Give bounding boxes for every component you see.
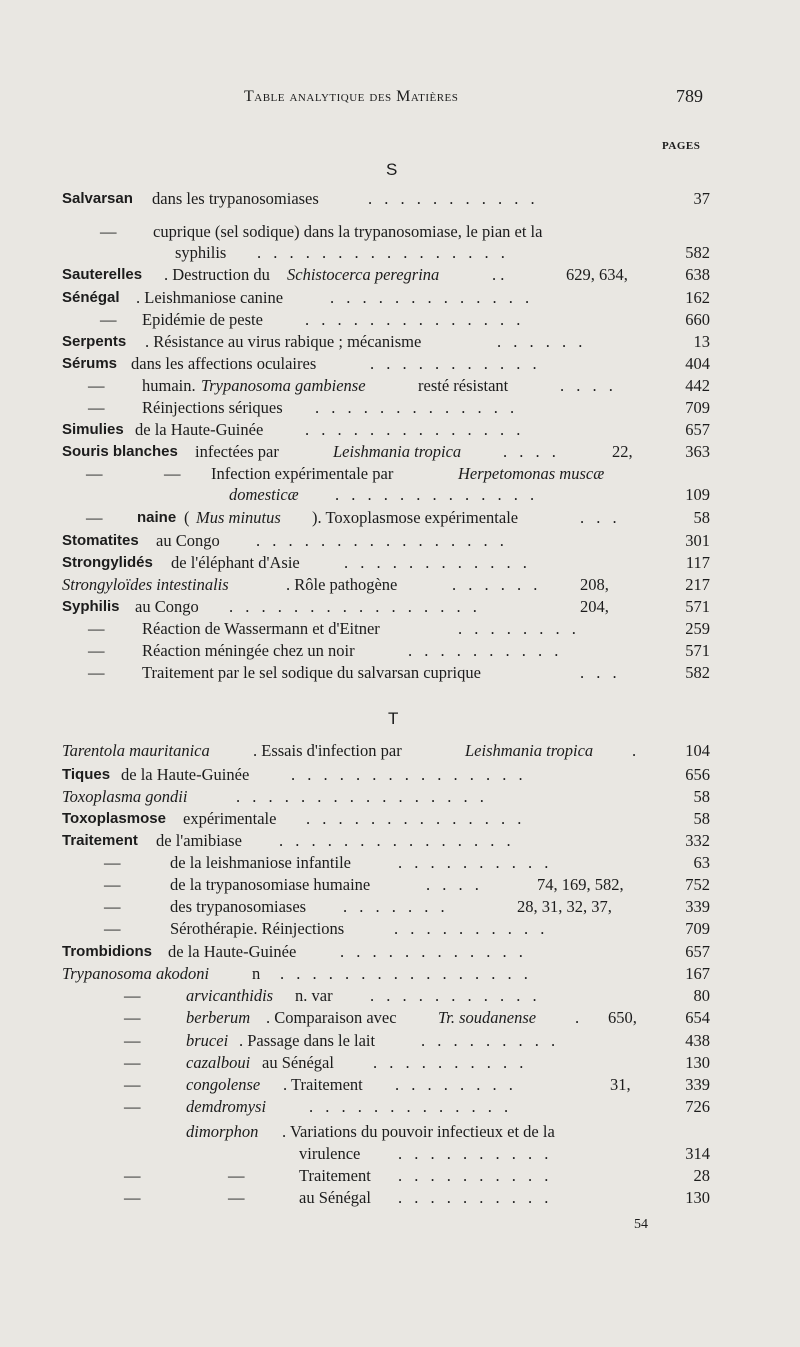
entry-italic-term: Trypanosoma gambiense <box>201 376 366 395</box>
entry-text: — <box>124 1075 141 1094</box>
section-letter-s: S <box>386 160 398 179</box>
entry-text: Epidémie de peste <box>142 310 263 329</box>
index-entry <box>0 918 800 940</box>
entry-term: Simulies <box>62 421 124 438</box>
entry-italic-term: Tarentola mauritanica <box>62 741 210 760</box>
dot-leader: . . . . . . . . . . . <box>368 189 539 208</box>
page-reference: 571 <box>685 597 710 616</box>
entry-text: — <box>124 1053 141 1072</box>
entry-text: de l'éléphant d'Asie <box>171 553 300 572</box>
entry-text: — <box>104 875 121 894</box>
index-entry <box>0 242 800 264</box>
page-reference: 656 <box>685 765 710 784</box>
entry-text: — <box>86 464 103 483</box>
entry-italic-term: Toxoplasma gondii <box>62 787 188 806</box>
page-reference: 752 <box>685 875 710 894</box>
index-entry <box>0 830 800 852</box>
page-reference: 438 <box>685 1031 710 1050</box>
entry-text: expérimentale <box>183 809 277 828</box>
page-reference: 582 <box>685 663 710 682</box>
entry-italic-term: congolense <box>186 1075 261 1094</box>
index-entry <box>0 221 800 243</box>
entry-text: de la Haute-Guinée <box>168 942 297 961</box>
index-entry <box>0 441 800 463</box>
page-reference: 130 <box>685 1188 710 1207</box>
entry-text: . Résistance au virus rabique ; mécanisme <box>145 332 422 351</box>
page-reference: 130 <box>685 1053 710 1072</box>
page-reference: 726 <box>685 1097 710 1116</box>
entry-term: Sénégal <box>62 289 120 306</box>
dot-leader: . . . . . . . . . . . . . <box>335 485 539 504</box>
entry-italic-term: Schistocerca peregrina <box>287 265 440 284</box>
entry-text: de la Haute-Guinée <box>135 420 264 439</box>
index-entry <box>0 1030 800 1052</box>
page-reference: 314 <box>685 1144 710 1163</box>
dot-leader: . . . . . . . . . . <box>398 853 553 872</box>
entry-italic-term: dimorphon <box>186 1122 259 1141</box>
entry-text: dans les affections oculaires <box>131 354 317 373</box>
dot-leader: . . . . . . . . . . . . . . . . <box>280 964 532 983</box>
entry-text: 28, 31, 32, 37, <box>517 897 612 916</box>
dot-leader: . . . . . . . . . . . . . . . . <box>236 787 488 806</box>
index-entry <box>0 1052 800 1074</box>
entry-italic-term: Leishmania tropica <box>333 442 462 461</box>
entry-text: dans les trypanosomiases <box>152 189 319 208</box>
entry-text: — <box>124 986 141 1005</box>
dot-leader: . . . . . . . . . . . . . . <box>305 420 525 439</box>
page-reference: 363 <box>685 442 710 461</box>
entry-text: — <box>104 897 121 916</box>
index-entry <box>0 640 800 662</box>
dot-leader: . . . . . . . . <box>458 619 580 638</box>
page-reference: 404 <box>685 354 710 373</box>
index-entry <box>0 574 800 596</box>
entry-text: — <box>100 310 117 329</box>
index-entry <box>0 264 800 286</box>
page-reference: 582 <box>685 243 710 262</box>
page-reference: 709 <box>685 398 710 417</box>
index-entry <box>0 740 800 762</box>
page-reference: 442 <box>685 376 710 395</box>
index-entry <box>0 1096 800 1118</box>
entry-text: Infection expérimentale par <box>211 464 394 483</box>
entry-text: Traitement <box>299 1166 371 1185</box>
index-entry <box>0 941 800 963</box>
entry-text: — <box>124 1008 141 1027</box>
entry-text: — <box>124 1031 141 1050</box>
index-entry <box>0 331 800 353</box>
dot-leader: . . . . . . . <box>343 897 449 916</box>
entry-text: — <box>104 919 121 938</box>
page-reference: 58 <box>693 508 710 527</box>
entry-text: de la trypanosomiase humaine <box>170 875 371 894</box>
entry-text: — <box>100 222 117 241</box>
index-entry <box>0 808 800 830</box>
index-entry <box>0 1143 800 1165</box>
index-entry <box>0 1121 800 1143</box>
page-reference: 660 <box>685 310 710 329</box>
entry-text: virulence <box>299 1144 361 1163</box>
entry-term: Souris blanches <box>62 443 178 460</box>
index-entry <box>0 985 800 1007</box>
entry-text: — <box>86 508 103 527</box>
page-reference: 638 <box>685 265 710 284</box>
entry-italic-term: Trypanosoma akodoni <box>62 964 210 983</box>
entry-text: infectées par <box>195 442 279 461</box>
entry-text: Réaction de Wassermann et d'Eitner <box>142 619 380 638</box>
dot-leader: . . . . <box>426 875 483 894</box>
entry-term: Stomatites <box>62 532 139 549</box>
entry-text: — <box>228 1188 245 1207</box>
dot-leader: . . . . <box>560 376 617 395</box>
page-reference: 571 <box>685 641 710 660</box>
dot-leader: . . . . . . . . . . <box>398 1166 553 1185</box>
page-reference: 657 <box>685 942 710 961</box>
index-entry <box>0 596 800 618</box>
dot-leader: . . . . . . . . . . . . . . <box>306 809 526 828</box>
dot-leader: . . . . . . . . . . . . . . . <box>279 831 515 850</box>
entry-text: . Destruction du <box>164 265 270 284</box>
dot-leader: . . . . . . . . . . . . . . . . <box>229 597 481 616</box>
index-entry <box>0 662 800 684</box>
dot-leader: . . . . . . . . . . . <box>370 986 541 1005</box>
entry-text: . Passage dans le lait <box>239 1031 376 1050</box>
entry-text: 31, <box>610 1075 631 1094</box>
page-reference: 58 <box>693 809 710 828</box>
page-reference: 709 <box>685 919 710 938</box>
dot-leader: . . . . . . . . . . . . <box>344 553 531 572</box>
page-number: 789 <box>676 86 703 106</box>
dot-leader: . . . . . . . . . . . <box>370 354 541 373</box>
entry-italic-term: cazalboui <box>186 1053 251 1072</box>
entry-text: — <box>88 641 105 660</box>
entry-term: Toxoplasmose <box>62 810 166 827</box>
signature-mark: 54 <box>634 1217 648 1232</box>
dot-leader: . . . . . . . . . . . . . . . . <box>256 531 508 550</box>
entry-text: . Variations du pouvoir infectieux et de la <box>282 1122 555 1141</box>
page-reference: 339 <box>685 897 710 916</box>
entry-italic-term: Tr. soudanense <box>438 1008 537 1027</box>
entry-italic-term: demdromysi <box>186 1097 267 1116</box>
entry-term: Tiques <box>62 766 111 783</box>
page-reference: 654 <box>685 1008 710 1027</box>
entry-text: — <box>228 1166 245 1185</box>
entry-term: Serpents <box>62 333 127 350</box>
index-entry <box>0 852 800 874</box>
entry-text: humain. <box>142 376 196 395</box>
entry-text: . <box>632 741 637 760</box>
section-letter-t: T <box>388 709 399 728</box>
index-entry <box>0 309 800 331</box>
page-reference: 109 <box>685 485 710 504</box>
page-reference: 58 <box>693 787 710 806</box>
dot-leader: . . . . . . . . . <box>421 1031 560 1050</box>
index-entry <box>0 397 800 419</box>
entry-term: naine <box>137 509 177 526</box>
entry-text: . Rôle pathogène <box>286 575 398 594</box>
entry-italic-term: domesticæ <box>229 485 299 504</box>
index-entry <box>0 375 800 397</box>
entry-italic-term: brucei <box>186 1031 229 1050</box>
entry-text: de l'amibiase <box>156 831 242 850</box>
dot-leader: . . . . . . . . <box>395 1075 517 1094</box>
entry-text: — <box>88 398 105 417</box>
dot-leader: . . . . . . . . . . <box>398 1144 553 1163</box>
entry-text: . Essais d'infection par <box>253 741 402 760</box>
index-entry <box>0 188 800 210</box>
page-reference: 63 <box>693 853 710 872</box>
index-entry <box>0 419 800 441</box>
entry-text: Réaction méningée chez un noir <box>142 641 355 660</box>
page-reference: 117 <box>685 553 710 572</box>
entry-text: 629, 634, <box>566 265 628 284</box>
page-reference: 301 <box>685 531 710 550</box>
page-reference: 104 <box>685 741 710 760</box>
entry-text: syphilis <box>175 243 227 262</box>
dot-leader: . . . <box>580 508 621 527</box>
dot-leader: . . . . . . . . . . <box>373 1053 528 1072</box>
entry-text: de la leishmaniose infantile <box>170 853 351 872</box>
entry-text: . Leishmaniose canine <box>136 288 284 307</box>
dot-leader: . . . . . . . . . . . . . <box>315 398 519 417</box>
running-header: Table analytique des Matières <box>244 88 459 105</box>
entry-text: — <box>124 1166 141 1185</box>
entry-text: . . <box>492 265 505 284</box>
dot-leader: . . . . . . . . . . <box>398 1188 553 1207</box>
entry-text: — <box>124 1097 141 1116</box>
entry-text: resté résistant <box>418 376 509 395</box>
index-entry <box>0 353 800 375</box>
entry-text: n. var <box>295 986 333 1005</box>
index-entry <box>0 963 800 985</box>
entry-italic-term: Mus minutus <box>196 508 281 527</box>
dot-leader: . . . . . . . . . . . . <box>340 942 527 961</box>
entry-term: Syphilis <box>62 598 120 615</box>
page-reference: 80 <box>693 986 710 1005</box>
page-reference: 259 <box>685 619 710 638</box>
entry-text: des trypanosomiases <box>170 897 307 916</box>
dot-leader: . . . . . . . . . . . . . . . . <box>257 243 509 262</box>
entry-text: — <box>88 619 105 638</box>
entry-term: Salvarsan <box>62 190 133 207</box>
page-reference: 28 <box>693 1166 710 1185</box>
index-entry <box>0 1165 800 1187</box>
dot-leader: . . . . <box>503 442 560 461</box>
entry-italic-term: Leishmania tropica <box>465 741 594 760</box>
dot-leader: . . . . . . . . . . . . . <box>309 1097 513 1116</box>
dot-leader: . . . . . . . . . . . . . . <box>305 310 525 329</box>
page-reference: 167 <box>685 964 710 983</box>
entry-term: Sérums <box>62 355 118 372</box>
index-entry <box>0 618 800 640</box>
entry-text: Traitement par le sel sodique du salvarsan cuprique <box>142 663 481 682</box>
entry-text: 204, <box>580 597 609 616</box>
index-entry <box>0 1007 800 1029</box>
entry-text: cuprique (sel sodique) dans la trypanosomiase, le pian et la <box>153 222 543 241</box>
entry-text: — <box>104 853 121 872</box>
index-entry <box>0 507 800 529</box>
dot-leader: . . . . . . <box>452 575 542 594</box>
entry-italic-term: Herpetomonas muscæ <box>458 464 605 483</box>
entry-text: au Congo <box>135 597 199 616</box>
entry-italic-term: arvicanthidis <box>186 986 274 1005</box>
dot-leader: . . . . . . . . . . <box>408 641 563 660</box>
entry-text: — <box>164 464 181 483</box>
entry-text: — <box>88 663 105 682</box>
entry-text: . Comparaison avec <box>266 1008 397 1027</box>
entry-term: Strongylidés <box>62 554 153 571</box>
dot-leader: . . . . . . . . . . . . . <box>330 288 534 307</box>
entry-term: Sauterelles <box>62 266 143 283</box>
entry-italic-term: Strongyloïdes intestinalis <box>62 575 229 594</box>
index-entry <box>0 287 800 309</box>
entry-text: Sérothérapie. Réinjections <box>170 919 345 938</box>
entry-text: ). Toxoplasmose expérimentale <box>312 508 519 527</box>
entry-text: 74, 169, 582, <box>537 875 624 894</box>
entry-text: Réinjections sériques <box>142 398 283 417</box>
entry-text: ( <box>184 508 190 527</box>
dot-leader: . . . . . . . . . . <box>394 919 549 938</box>
entry-text: 650, <box>608 1008 637 1027</box>
page-reference: 37 <box>693 189 710 208</box>
dot-leader: . . . . . . . . . . . . . . . <box>291 765 527 784</box>
index-entry <box>0 764 800 786</box>
index-entry <box>0 1074 800 1096</box>
index-entry <box>0 896 800 918</box>
entry-text: n <box>252 964 261 983</box>
entry-term: Traitement <box>62 832 138 849</box>
index-entry <box>0 463 800 485</box>
entry-text: au Sénégal <box>299 1188 371 1207</box>
dot-leader: . . . . . . <box>497 332 587 351</box>
page-reference: 162 <box>685 288 710 307</box>
entry-text: au Sénégal <box>262 1053 334 1072</box>
page-reference: 657 <box>685 420 710 439</box>
index-entry <box>0 530 800 552</box>
page-reference: 332 <box>685 831 710 850</box>
entry-text: de la Haute-Guinée <box>121 765 250 784</box>
entry-italic-term: berberum <box>186 1008 251 1027</box>
page-reference: 13 <box>693 332 710 351</box>
index-entry <box>0 874 800 896</box>
entry-text: . <box>575 1008 580 1027</box>
entry-term: Trombidions <box>62 943 152 960</box>
entry-text: . Traitement <box>283 1075 363 1094</box>
pages-column-label: PAGES <box>662 140 701 152</box>
index-entry <box>0 1187 800 1209</box>
page-reference: 339 <box>685 1075 710 1094</box>
entry-text: au Congo <box>156 531 220 550</box>
index-entry <box>0 484 800 506</box>
entry-text: 208, <box>580 575 609 594</box>
entry-text: 22, <box>612 442 633 461</box>
entry-text: — <box>88 376 105 395</box>
entry-text: — <box>124 1188 141 1207</box>
dot-leader: . . . <box>580 663 621 682</box>
index-entry <box>0 552 800 574</box>
index-entry <box>0 786 800 808</box>
page-reference: 217 <box>685 575 710 594</box>
